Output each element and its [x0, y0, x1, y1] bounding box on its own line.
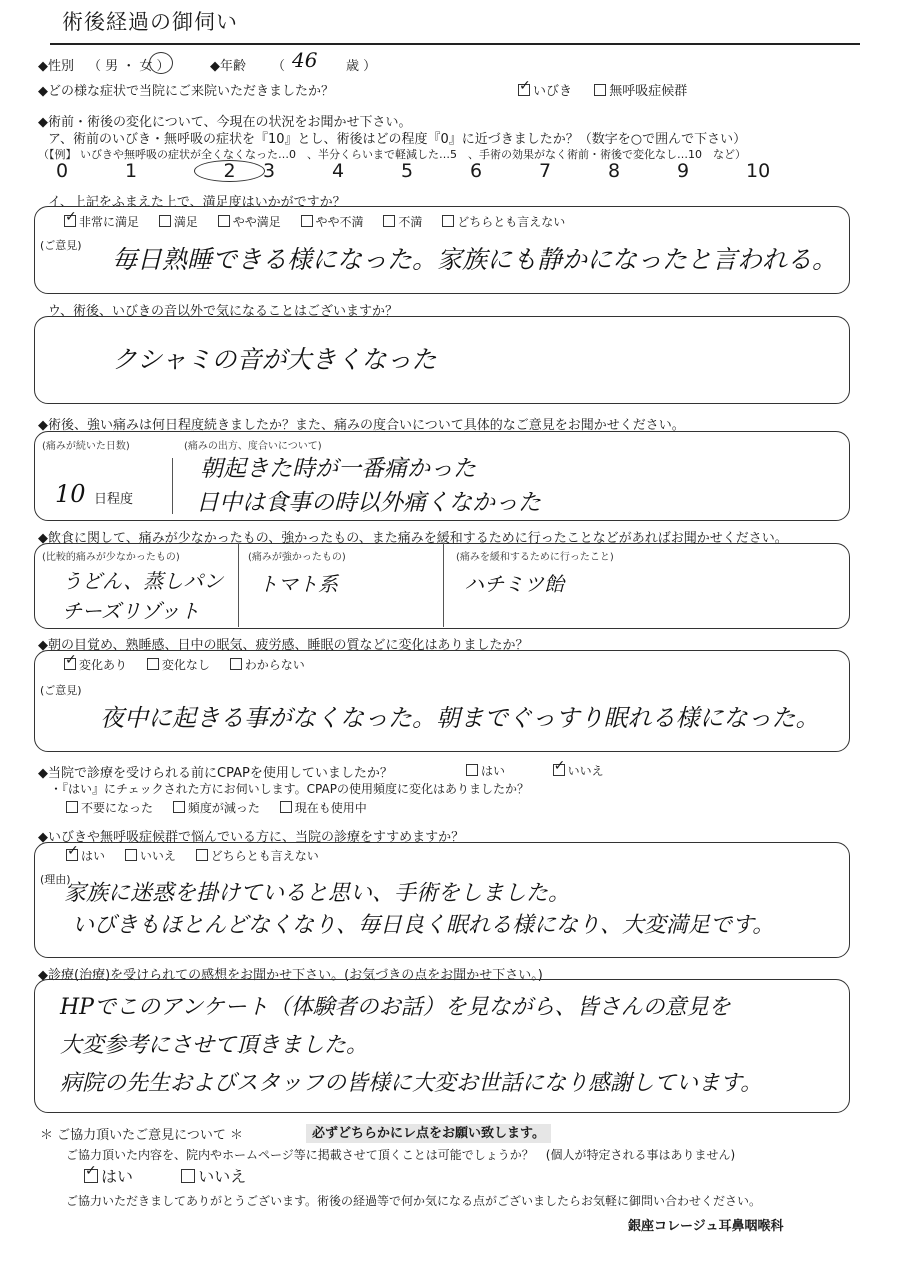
q5-checkbox-changed[interactable] — [64, 658, 76, 670]
q4-col3-label: (痛みを緩和するために行ったこと) — [456, 552, 614, 563]
scale-2[interactable] — [194, 160, 263, 182]
q2-header: ◆術前・術後の変化について、今現在の状況をお聞かせ下さい。 — [38, 115, 412, 130]
q3-days-value[interactable]: 10 — [55, 480, 86, 508]
q6-sub-options — [66, 799, 383, 816]
q3-degree-line2[interactable]: 日中は食事の時以外痛くなかった — [196, 490, 541, 516]
food-divider-2 — [443, 543, 444, 627]
q2-opinion[interactable]: 毎日熟睡できる様になった。家族にも静かになったと言われる。 — [112, 245, 838, 274]
q5-option-unchanged: 変化なし — [161, 658, 210, 672]
sat-checkbox-neither[interactable] — [442, 215, 454, 227]
sat-option-dis: 不満 — [398, 215, 423, 229]
q3-days-label: (痛みが続いた日数) — [42, 441, 130, 452]
scale-5[interactable]: 5 — [401, 160, 414, 182]
sat-checkbox-satisfied[interactable] — [159, 215, 171, 227]
q8-text: ◆診療(治療)を受けられての感想をお聞かせ下さい。(お気づきの点をお聞かせ下さい。) — [38, 968, 543, 983]
coop-checkbox-yes[interactable] — [84, 1169, 98, 1183]
q5-checkbox-unchanged[interactable] — [147, 658, 159, 670]
scale-7[interactable]: 7 — [539, 160, 552, 182]
gender-value: （ 男 ・ 女 ） — [88, 59, 170, 74]
scale-0[interactable]: 0 — [56, 160, 69, 182]
q6-checkbox-still-using[interactable] — [280, 801, 292, 813]
q7-options — [66, 847, 335, 864]
coop-question: ご協力頂いた内容を、院内やホームページ等に掲載させて頂くことは可能でしょうか？ (個人が特定される事はありません) — [66, 1148, 736, 1162]
q2-u-answer[interactable]: クシャミの音が大きくなった — [112, 345, 437, 374]
coop-title: ＊ ご協力頂いたご意見について ＊ — [40, 1128, 244, 1143]
q6-option-no: いいえ — [567, 764, 604, 778]
sat-option-somewhat-dis: やや不満 — [315, 215, 364, 229]
sat-checkbox-very[interactable] — [64, 215, 76, 227]
q6-options — [466, 762, 604, 779]
q4-col1-label: (比較的痛みが少なかったもの) — [42, 552, 180, 563]
q2-i-text: イ、上記をふまえた上で、満足度はいかがですか？ — [48, 195, 346, 210]
q6-option-unneeded: 不要になった — [81, 801, 154, 815]
q6-text: ◆当院で診療を受けられる前にCPAPを使用していましたか？ — [38, 766, 393, 781]
q4-text: ◆飲食に関して、痛みが少なかったもの、強かったもの、また痛みを緩和するために行ったことなどがあればお聞かせください。 — [38, 531, 788, 546]
q7-checkbox-neither[interactable] — [196, 849, 208, 861]
sat-checkbox-somewhat[interactable] — [218, 215, 230, 227]
must-check-text: 必ずどちらかにレ点をお願い致します。 — [306, 1124, 551, 1143]
scale-10[interactable]: 10 — [746, 160, 771, 182]
q2-a-text: ア、術前のいびき・無呼吸の症状を『10』とし、術後はどの程度『0』に近づきましたか？（数字を○で囲んで下さい） — [48, 132, 747, 147]
coop-options — [84, 1164, 246, 1187]
sat-checkbox-somewhat-dis[interactable] — [301, 215, 313, 227]
must-check-note — [306, 1122, 551, 1141]
q2-opinion-label: (ご意見) — [40, 239, 82, 252]
coop-checkbox-no[interactable] — [181, 1169, 195, 1183]
q7-option-yes: はい — [81, 849, 106, 863]
q3-text: ◆術後、強い痛みは何日程度続きましたか？また、痛みの度合いについて具体的なご意見をお聞かせください。 — [38, 418, 685, 433]
thanks-text: ご協力いただきましてありがとうございます。術後の経過等で何か気になる点がございましたらお気軽に御問い合わせください。 — [66, 1194, 762, 1208]
q6-sub-text: ・『はい』にチェックされた方にお伺いします。CPAPの使用頻度に変化はありましたか？ — [50, 782, 529, 796]
q7-reason-line2[interactable]: いびきもほとんどなくなり、毎日良く眠れる様になり、大変満足です。 — [72, 913, 775, 938]
gender-circle-mark — [149, 52, 173, 74]
q6-option-yes: はい — [481, 764, 506, 778]
q4-col2-label: (痛みが強かったもの) — [248, 552, 346, 563]
age-open: （ — [272, 59, 286, 74]
q1-option-snoring: いびき — [533, 84, 573, 99]
q8-line1[interactable]: HPでこのアンケート（体験者のお話）を見ながら、皆さんの意見を — [60, 995, 731, 1020]
q1-text: ◆どの様な症状で当院にご来院いただきましたか？ — [38, 84, 334, 99]
q5-checkbox-unknown[interactable] — [230, 658, 242, 670]
q1-option-apnea: 無呼吸症候群 — [609, 84, 688, 99]
title-underline — [50, 43, 860, 45]
coop-option-yes: はい — [101, 1167, 134, 1186]
q2-example: （【例】 いびきや無呼吸の症状が全くなくなった…0 、半分くらいまで軽減した…5 、手術の効果がなく術前・術後で変化なし…10 など） — [38, 148, 746, 161]
age-value[interactable]: 46 — [292, 48, 318, 72]
scale-9[interactable]: 9 — [677, 160, 690, 182]
scale-3[interactable]: 3 — [263, 160, 276, 182]
page-title: 術後経過の御伺い — [62, 10, 238, 34]
q3-days-unit: 日程度 — [94, 492, 134, 507]
q5-options — [64, 656, 321, 673]
scale-6[interactable]: 6 — [470, 160, 483, 182]
q7-reason-label: (理由) — [40, 873, 71, 886]
scale-1[interactable]: 1 — [125, 160, 138, 182]
q3-degree-label: (痛みの出方、度合いについて) — [184, 441, 322, 452]
q5-option-unknown: わからない — [244, 658, 305, 672]
q1-options — [518, 80, 687, 99]
q8-line3[interactable]: 病院の先生およびスタッフの皆様に大変お世話になり感謝しています。 — [60, 1071, 763, 1096]
q5-option-changed: 変化あり — [79, 658, 128, 672]
age-unit: 歳 ） — [346, 59, 377, 74]
sat-option-neither: どちらとも言えない — [457, 215, 566, 229]
q7-reason-line1[interactable]: 家族に迷惑を掛けていると思い、手術をしました。 — [64, 881, 571, 906]
scale-4[interactable]: 4 — [332, 160, 345, 182]
q4-col3-value[interactable]: ハチミツ飴 — [464, 572, 564, 596]
q7-checkbox-no[interactable] — [125, 849, 137, 861]
satisfaction-scale — [56, 160, 815, 182]
q2-u-text: ウ、術後、いびきの音以外で気になることはございますか？ — [48, 304, 398, 319]
sat-option-somewhat: やや満足 — [232, 215, 281, 229]
q4-col1-line1[interactable]: うどん、蒸しパン — [62, 569, 224, 593]
q3-degree-line1[interactable]: 朝起きた時が一番痛かった — [200, 456, 476, 482]
q8-line2[interactable]: 大変参考にさせて頂きました。 — [60, 1033, 369, 1058]
q6-checkbox-unneeded[interactable] — [66, 801, 78, 813]
q1-checkbox-snoring[interactable] — [518, 84, 530, 96]
scale-2-circled: 2 — [194, 160, 265, 182]
coop-option-no: いいえ — [198, 1167, 247, 1186]
q5-opinion[interactable]: 夜中に起きる事がなくなった。朝までぐっすり眠れる様になった。 — [100, 704, 820, 732]
sat-checkbox-dis[interactable] — [383, 215, 395, 227]
q6-option-reduced: 頻度が減った — [187, 801, 260, 815]
q5-opinion-label: (ご意見) — [40, 684, 82, 697]
q6-checkbox-yes[interactable] — [466, 764, 478, 776]
q4-col2-value[interactable]: トマト系 — [258, 572, 338, 596]
q6-option-still-using: 現在も使用中 — [294, 801, 367, 815]
q7-text: ◆いびきや無呼吸症候群で悩んでいる方に、当院の診療をすすめますか？ — [38, 830, 465, 845]
gender-label: ◆性別 — [38, 59, 74, 74]
q4-col1-line2[interactable]: チーズリゾット — [62, 599, 200, 623]
q6-checkbox-no[interactable] — [553, 764, 565, 776]
q7-option-no: いいえ — [139, 849, 176, 863]
age-label: ◆年齢 — [210, 59, 246, 74]
q6-checkbox-reduced[interactable] — [173, 801, 185, 813]
sat-option-satisfied: 満足 — [173, 215, 198, 229]
food-divider-1 — [238, 543, 239, 627]
clinic-name: 銀座コレージュ耳鼻咽喉科 — [628, 1219, 784, 1234]
q7-checkbox-yes[interactable] — [66, 849, 78, 861]
q5-text: ◆朝の目覚め、熟睡感、日中の眠気、疲労感、睡眠の質などに変化はありましたか？ — [38, 638, 529, 653]
q7-option-neither: どちらとも言えない — [210, 849, 319, 863]
satisfaction-options — [64, 213, 581, 230]
scale-8[interactable]: 8 — [608, 160, 621, 182]
sat-option-very: 非常に満足 — [79, 215, 140, 229]
pain-divider — [172, 458, 173, 514]
q1-checkbox-apnea[interactable] — [594, 84, 606, 96]
